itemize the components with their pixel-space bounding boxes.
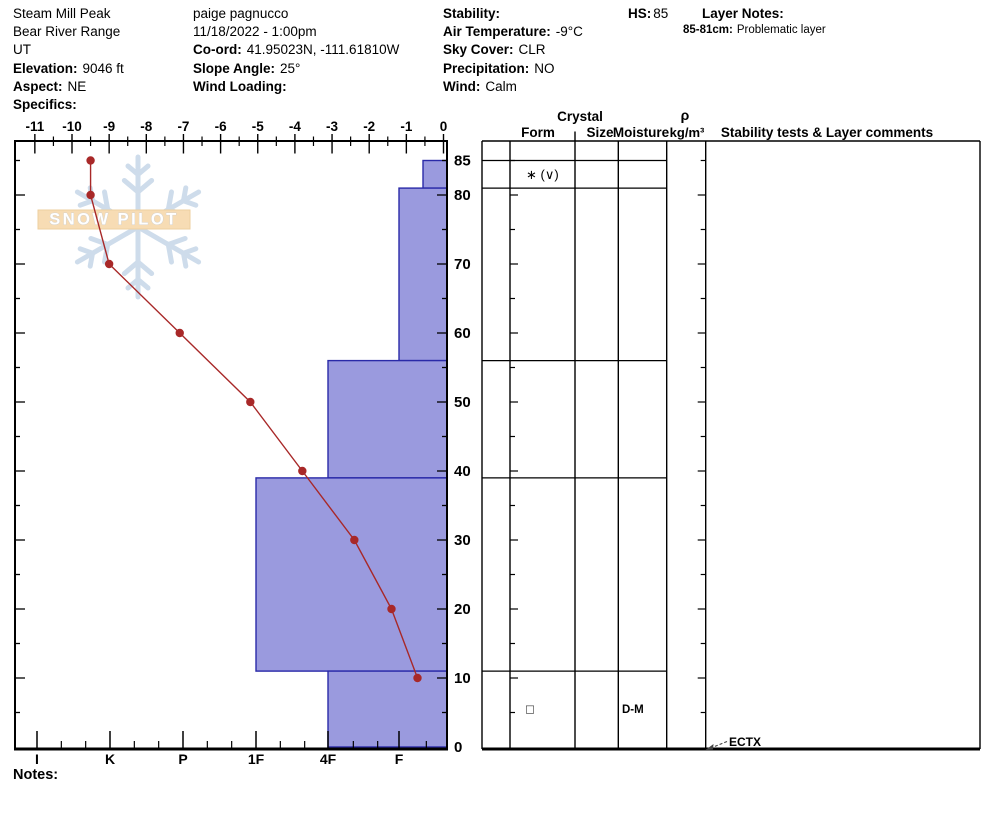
- hardness-axis-label: I: [35, 751, 39, 767]
- depth-label: 70: [454, 256, 471, 273]
- site-aspect: Aspect: NE: [13, 78, 87, 94]
- temp-axis-label: -11: [25, 119, 45, 134]
- temperature-point: [350, 536, 358, 544]
- depth-label: 20: [454, 601, 471, 618]
- observation-datetime: 11/18/2022 - 1:00pm: [193, 24, 317, 40]
- temperature-axis: [25, 119, 447, 154]
- hardness-bars: [256, 161, 447, 748]
- depth-label: 10: [454, 670, 471, 687]
- temperature-point: [105, 260, 113, 268]
- crystal-header: Crystal: [557, 109, 603, 124]
- hardness-bar: [399, 188, 447, 361]
- hardness-axis-label: 1F: [247, 751, 265, 767]
- depth-label: 40: [454, 463, 471, 480]
- temp-axis-label: -6: [214, 119, 227, 134]
- snowpilot-banner-text: SNOW PILOT: [49, 210, 179, 229]
- depth-label: 0: [454, 739, 463, 756]
- air-temperature-field: Air Temperature: -9°C: [443, 24, 583, 40]
- snow-height-field: HS: 85: [628, 6, 669, 21]
- ectx-arrow-line: [712, 742, 727, 748]
- hardness-axis-label: 4F: [319, 751, 337, 767]
- temperature-point: [246, 398, 254, 406]
- wind-field: Wind: Calm: [443, 78, 517, 94]
- depth-label: 85: [454, 152, 471, 170]
- observer-name: paige pagnucco: [193, 6, 289, 21]
- depth-label: 60: [454, 325, 471, 342]
- depth-label: 30: [454, 532, 471, 549]
- hardness-bar: [328, 361, 447, 478]
- hardness-axis-label: K: [104, 751, 116, 767]
- depth-label: 80: [454, 187, 471, 204]
- coordinates: Co-ord: 41.95023N, -111.61810W: [193, 42, 400, 58]
- moisture-value: D-M: [622, 704, 644, 717]
- hardness-axis-label: P: [178, 751, 188, 767]
- form-header: Form: [521, 125, 555, 140]
- temp-axis-label: -9: [103, 119, 116, 134]
- hardness-bar: [423, 161, 447, 189]
- layer-notes-entry: 85-81cm: Problematic layer: [683, 24, 826, 36]
- density-unit-header: kg/m³: [669, 125, 705, 140]
- temp-axis-label: -3: [326, 119, 339, 134]
- site-name: Steam Mill Peak: [13, 6, 111, 21]
- temp-axis-label: -7: [177, 119, 190, 134]
- temp-axis-label: -8: [140, 119, 153, 134]
- notes-label: Notes:: [13, 767, 59, 783]
- temperature-point: [387, 605, 395, 613]
- temperature-point: [298, 467, 306, 475]
- depth-label: 50: [454, 394, 471, 411]
- layer-notes-title: Layer Notes:: [702, 6, 784, 21]
- temperature-point: [413, 674, 421, 682]
- temp-axis-label: 0: [439, 119, 448, 134]
- temperature-point: [86, 156, 94, 164]
- hardness-bar: [256, 478, 447, 671]
- temp-axis-label: -10: [62, 119, 82, 134]
- hardness-axis-label: F: [394, 751, 404, 767]
- temp-axis-label: -5: [251, 119, 264, 134]
- grain-form-symbol: ∗ (∨): [526, 166, 559, 182]
- sky-cover-field: Sky Cover: CLR: [443, 42, 546, 58]
- site-range: Bear River Range: [13, 24, 121, 40]
- site-state: UT: [13, 42, 31, 58]
- ectx-result-label: ECTX: [729, 735, 762, 749]
- hardness-bar: [328, 671, 447, 747]
- site-specifics: Specifics:: [13, 97, 77, 113]
- wind-loading: Wind Loading:: [193, 78, 287, 94]
- size-header: Size: [586, 125, 614, 140]
- snowpilot-watermark: [38, 157, 199, 297]
- temperature-point: [176, 329, 184, 337]
- temp-axis-label: -1: [400, 119, 413, 134]
- temp-axis-label: -2: [363, 119, 376, 134]
- temp-axis-label: -4: [288, 119, 301, 134]
- density-header: ρ: [680, 107, 690, 123]
- stability-comments-header: Stability tests & Layer comments: [720, 125, 934, 140]
- layer-table: [482, 107, 980, 749]
- grain-form-symbol: □: [526, 701, 534, 717]
- temperature-point: [86, 191, 94, 199]
- precipitation-field: Precipitation: NO: [443, 60, 555, 76]
- site-elevation: Elevation: 9046 ft: [13, 60, 124, 76]
- moisture-header: Moisture: [612, 125, 670, 140]
- stability-field: Stability:: [443, 6, 501, 21]
- slope-angle: Slope Angle: 25°: [193, 60, 301, 76]
